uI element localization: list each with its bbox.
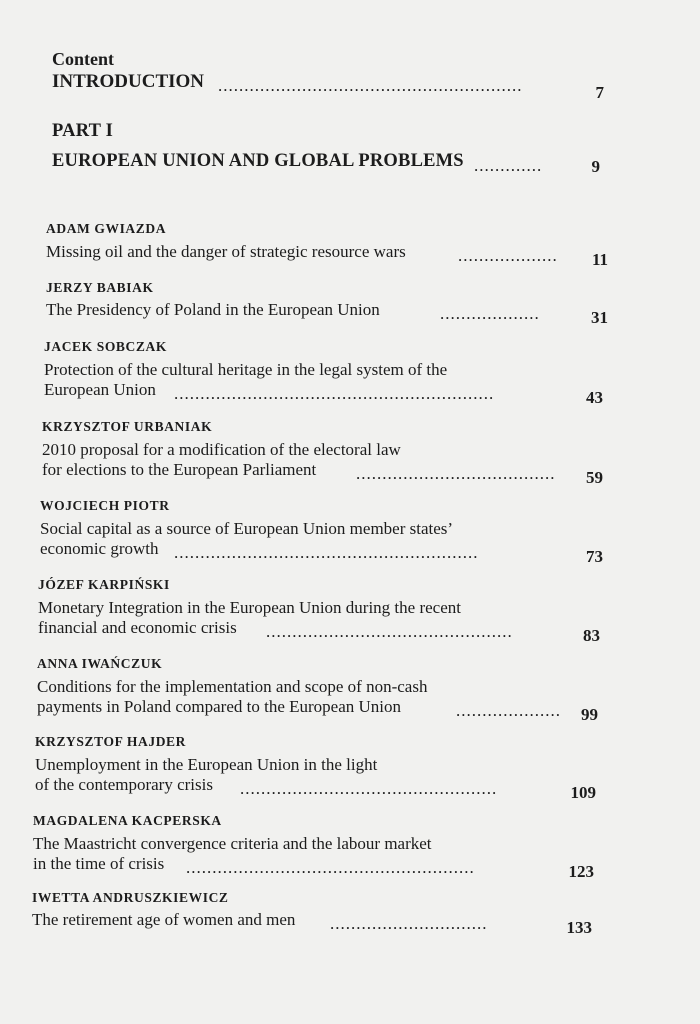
entry-dots: ................................................. <box>240 779 498 798</box>
entry-page-number: 59 <box>586 468 603 487</box>
entry-title-line: payments in Poland compared to the European Union <box>37 697 401 716</box>
entry-title-line: 2010 proposal for a modification of the electoral law <box>42 440 401 459</box>
entry-author: JACEK SOBCZAK <box>44 339 167 354</box>
entry-author: KRZYSZTOF URBANIAK <box>42 419 213 434</box>
entry-dots: .............................. <box>330 914 488 933</box>
entry-page-number: 133 <box>566 918 592 937</box>
part-page: 9 <box>591 157 600 176</box>
entry-title-line: financial and economic crisis <box>38 618 237 637</box>
entry-title-line: Social capital as a source of European Union member states’ <box>40 519 454 538</box>
toc-heading: Content <box>52 49 114 69</box>
entry-author: ANNA IWAŃCZUK <box>37 656 163 671</box>
entry-author: IWETTA ANDRUSZKIEWICZ <box>32 890 229 905</box>
entry-dots: ............................................................. <box>174 384 495 403</box>
entry-author: ADAM GWIAZDA <box>46 221 167 236</box>
entry-dots: .................... <box>456 701 561 720</box>
part-dots: ............. <box>474 156 543 175</box>
intro-dots: .......................................................... <box>218 76 523 95</box>
entry-page-number: 83 <box>583 626 600 645</box>
entry-author: KRZYSZTOF HAJDER <box>35 734 187 749</box>
entry-title-line: The retirement age of women and men <box>32 910 296 929</box>
entry-dots: ...................................... <box>356 464 556 483</box>
entry-page-number: 123 <box>568 862 594 881</box>
entry-page-number: 73 <box>586 547 603 566</box>
entry-author: MAGDALENA KACPERSKA <box>33 813 222 828</box>
part-title: EUROPEAN UNION AND GLOBAL PROBLEMS <box>52 151 464 171</box>
entry-author: JERZY BABIAK <box>46 280 154 295</box>
entry-title-line: for elections to the European Parliament <box>42 460 317 479</box>
entry-title-line: Unemployment in the European Union in the light <box>35 755 378 774</box>
entry-page-number: 43 <box>586 388 603 407</box>
entry-title-line: of the contemporary crisis <box>35 775 213 794</box>
entry-author: JÓZEF KARPIŃSKI <box>38 577 170 592</box>
entry-title-line: The Maastricht convergence criteria and the labour market <box>33 834 432 853</box>
entry-dots: .......................................................... <box>174 543 479 562</box>
entry-dots: ................... <box>440 304 540 323</box>
entry-title-line: European Union <box>44 380 156 399</box>
entry-title-line: Protection of the cultural heritage in the legal system of the <box>44 360 448 379</box>
entry-title-line: in the time of crisis <box>33 854 165 873</box>
part-label: PART I <box>52 121 114 141</box>
entry-dots: ....................................................... <box>186 858 475 877</box>
entry-title-line: Monetary Integration in the European Union during the recent <box>38 598 461 617</box>
intro-label: INTRODUCTION <box>52 71 205 92</box>
entry-page-number: 109 <box>570 783 596 802</box>
entry-page-number: 99 <box>581 705 598 724</box>
entry-page-number: 31 <box>591 308 608 327</box>
entry-dots: ................... <box>458 246 558 265</box>
entry-title-line: The Presidency of Poland in the European Union <box>46 300 380 319</box>
entry-author: WOJCIECH PIOTR <box>40 498 170 513</box>
entry-title-line: economic growth <box>40 539 159 558</box>
intro-page: 7 <box>595 83 604 102</box>
entry-title-line: Missing oil and the danger of strategic resource wars <box>46 242 406 261</box>
entry-title-line: Conditions for the implementation and scope of non-cash <box>37 677 428 696</box>
entry-dots: ............................................... <box>266 622 513 641</box>
entry-page-number: 11 <box>591 250 608 269</box>
